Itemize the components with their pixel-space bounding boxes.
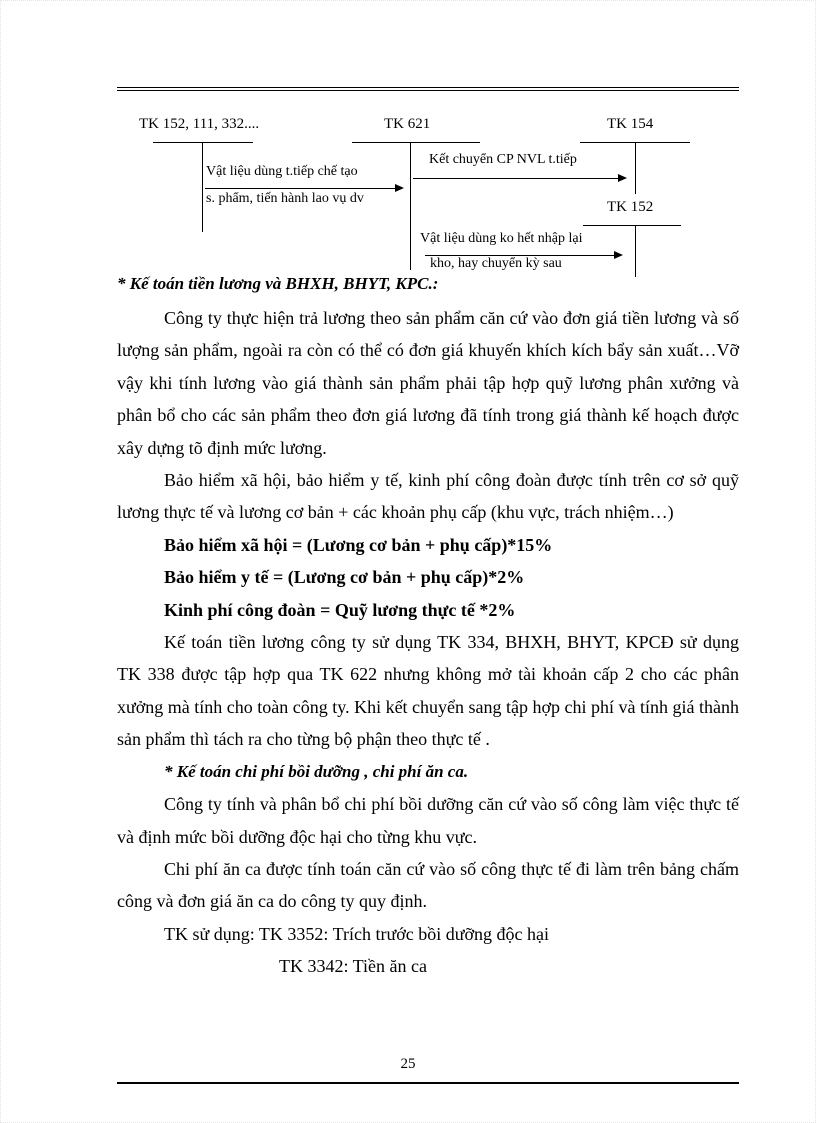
tk-used-line-1: TK sử dụng: TK 3352: Trích trước bồi dưỡng độc hại: [164, 923, 549, 944]
arrow-to-tk-154: [413, 178, 619, 179]
paragraph-meals-2: Chi phí ăn ca được tính toán căn cứ vào số công thực tế đi làm trên bảng chấm công và đơn giá ăn ca do công ty quy định.: [117, 858, 739, 912]
arrow-head-icon: [395, 184, 404, 192]
note-material-line2: s. phẩm, tiến hành lao vụ dv: [206, 191, 364, 206]
t-account-top-tk-621: [352, 142, 480, 143]
t-account-stem-tk-152-111-332: [202, 142, 203, 232]
section-heading-meals: * Kế toán chi phí bồi dưỡng , chi phí ăn ca.: [164, 761, 469, 781]
paragraph-meals-1: Công ty tính và phân bổ chi phí bồi dưỡng căn cứ vào số công làm việc thực tế và định mức bồi dưỡng độc hại cho từng khu vực.: [117, 794, 739, 847]
account-label-tk-154: TK 154: [607, 116, 654, 132]
note-return-line2: kho, hay chuyển kỳ sau: [430, 256, 562, 271]
formula-kpcd: Kinh phí công đoàn = Quỹ lương thực tế *2%: [164, 599, 516, 620]
section-heading-salary: * Kế toán tiền lương và BHXH, BHYT, KPC.:: [117, 274, 439, 293]
account-label-tk-152-111-332: TK 152, 111, 332....: [139, 116, 260, 132]
footer-rule: [117, 1082, 739, 1084]
paragraph-salary-2: Bảo hiểm xã hội, bảo hiểm y tế, kinh phí công đoàn được tính trên cơ sở quỹ lương thực tế và lương cơ bản + các khoản phụ cấp (khu vực, trách nhiệm…): [117, 470, 739, 523]
tk-used-line-2: TK 3342: Tiền ăn ca: [279, 956, 427, 977]
formula-bhyt: Bảo hiểm y tế = (Lương cơ bản + phụ cấp)*2%: [164, 567, 525, 588]
document-body: [117, 266, 739, 983]
t-account-top-tk-152: [583, 225, 681, 226]
account-label-tk-152: TK 152: [607, 199, 654, 215]
account-label-tk-621: TK 621: [384, 116, 431, 132]
arrow-head-icon: [614, 251, 623, 259]
t-account-diagram: [0, 0, 816, 280]
page-number: 25: [400, 1056, 416, 1072]
t-account-top-tk-152-111-332: [153, 142, 253, 143]
note-material-line1: Vật liệu dùng t.tiếp chế tạo: [206, 164, 358, 179]
arrow-to-tk-621: [205, 188, 395, 189]
note-transfer: Kết chuyển CP NVL t.tiếp: [429, 152, 577, 167]
paragraph-salary-3: Kế toán tiền lương công ty sử dụng TK 334, BHXH, BHYT, KPCĐ sử dụng TK 338 được tập hợp qua TK 622 nhưng không mở tài khoản cấp 2 cho các phân xưởng mà tính cho toàn công ty. Khi kết chuyển sang tập hợp chi phí và tính giá thành sản phẩm thì tách ra cho từng bộ phận theo thực tế .: [117, 632, 740, 750]
t-account-stem-tk-154: [635, 142, 636, 194]
note-return-line1: Vật liệu dùng ko hết nhập lại: [420, 231, 583, 246]
formula-bhxh: Bảo hiểm xã hội = (Lương cơ bản + phụ cấp)*15%: [164, 534, 553, 555]
t-account-stem-tk-621: [410, 142, 411, 270]
paragraph-salary-1: Công ty thực hiện trả lương theo sản phẩm căn cứ vào đơn giá tiền lương và số lượng sản phẩm, ngoài ra còn có thể có đơn giá khuyến khích kích bẩy sản xuất…Vỡ vậy khi tính lương vào giá thành sản phẩm phải tập hợp quỹ lương phân xưởng và phân bổ cho các sản phẩm theo đơn giá lương đã tính trong giá thành kế hoạch được xây dựng tõ định mức lương.: [117, 308, 739, 458]
arrow-head-icon: [618, 174, 627, 182]
